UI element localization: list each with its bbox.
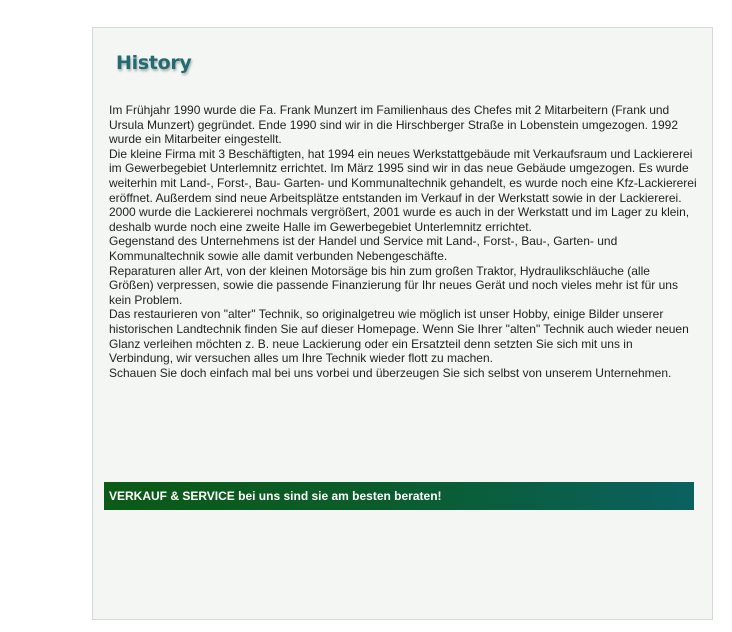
paragraph-invitation: Schauen Sie doch einfach mal bei uns vorbei und überzeugen Sie sich selbst von unserem Unternehmen.: [109, 365, 672, 380]
paragraph-founding: Im Frühjahr 1990 wurde die Fa. Frank Munzert im Familienhaus des Chefes mit 2 Mitarbeitern (Frank und Ursula Munzert) gegründet. Ende 1990 sind wir in die Hirschberger Straße in Lobenstein umgezogen. 1992 wurde ein Mitarbeiter eingestellt.: [109, 103, 678, 147]
slogan-text: VERKAUF & SERVICE bei uns sind sie am besten beraten!: [109, 489, 442, 503]
content-panel: [92, 27, 713, 620]
paragraph-business-scope: Gegenstand des Unternehmens ist der Handel und Service mit Land-, Forst-, Bau-, Garten- und Kommunaltechnik sowie alle damit verbunden Nebengeschäfte.: [109, 234, 618, 263]
paragraph-restoration: Das restaurieren von "alter" Technik, so originalgetreu wie möglich ist unser Hobby, einige Bilder unserer historischen Landtechnik finden Sie auf dieser Homepage. Wenn Sie Ihrer "alten" Technik auch wieder neuen Glanz verleihen möchten z. B. neue Lackierung oder ein Ersatzteil denn setzten Sie sich mit uns in Verbindung, wir versuchen alles um Ihre Technik wieder flott zu machen.: [109, 307, 689, 366]
paragraph-expansion: Die kleine Firma mit 3 Beschäftigten, hat 1994 ein neues Werkstattgebäude mit Verkaufsraum und Lackiererei im Gewerbegebiet Unterlemnitz errichtet. Im März 1995 sind wir in das neue Gebäude umgezogen. Es wurde weiterhin mit Land-, Forst-, Bau- Garten- und Kommunaltechnik gehandelt, es wurde noch eine Kfz-Lackiererei eröffnet. Außerdem sind neue Arbeitsplätze entstanden im Verkauf in der Werkstatt sowie in der Lackiererei. 2000 wurde die Lackiererei nochmals vergrößert, 2001 wurde es auch in der Werkstatt und im Lager zu klein, deshalb wurde noch eine zweite Halle im Gewerbegebiet Unterlemnitz errichtet.: [109, 146, 697, 234]
page-title: History: [116, 52, 192, 74]
history-text: [109, 103, 697, 380]
paragraph-repairs: Reparaturen aller Art, von der kleinen Motorsäge bis hin zum großen Traktor, Hydraulikschläuche (alle Größen) verpressen, sowie die passende Finanzierung für Ihr neues Gerät und noch vieles mehr ist für uns kein Problem.: [109, 263, 678, 307]
slogan-banner: [104, 482, 694, 510]
